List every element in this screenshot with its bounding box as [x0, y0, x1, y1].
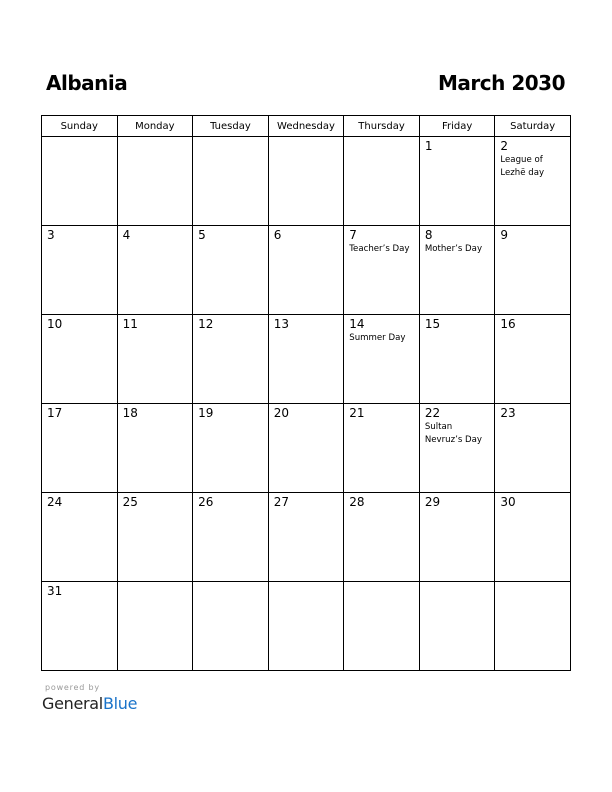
day-cell [268, 582, 344, 671]
day-cell [495, 315, 571, 404]
day-cell [344, 404, 420, 493]
day-cell [42, 493, 118, 582]
day-number: 1 [424, 139, 433, 153]
day-cell [419, 493, 495, 582]
day-cell [495, 582, 571, 671]
day-number: 19 [198, 406, 214, 420]
day-cell [268, 137, 344, 226]
brand-blue-text: Blue [102, 694, 138, 713]
day-cell [193, 226, 269, 315]
day-number: 11 [122, 317, 138, 331]
day-number: 25 [122, 495, 138, 509]
holiday-label: Summer Day [349, 333, 406, 343]
weekday-header-row [42, 116, 571, 137]
day-number: 15 [424, 317, 441, 331]
week-row [42, 404, 571, 493]
day-cell [193, 404, 269, 493]
holiday-label: Mother’s Day [424, 244, 483, 254]
powered-by-label: powered by [45, 683, 100, 692]
day-number: 7 [349, 228, 357, 242]
day-number: 2 [500, 139, 509, 153]
day-number: 6 [273, 228, 282, 242]
day-number: 20 [273, 406, 289, 420]
generalblue-logo [42, 694, 137, 713]
week-row [42, 226, 571, 315]
day-cell [268, 315, 344, 404]
day-cell [344, 137, 420, 226]
day-number: 28 [349, 495, 365, 509]
day-cell [117, 315, 193, 404]
day-cell [42, 315, 118, 404]
day-cell [419, 137, 495, 226]
day-cell [42, 582, 118, 671]
day-cell [268, 226, 344, 315]
day-cell [419, 582, 495, 671]
week-row [42, 137, 571, 226]
day-cell [268, 493, 344, 582]
day-cell [117, 137, 193, 226]
day-cell [193, 493, 269, 582]
week-row [42, 315, 571, 404]
day-cell [193, 315, 269, 404]
day-cell [117, 493, 193, 582]
week-row [42, 493, 571, 582]
day-number: 29 [424, 495, 441, 509]
day-cell [42, 137, 118, 226]
day-cell [419, 315, 495, 404]
weekday-header: Monday [117, 116, 193, 137]
holiday-label: Sultan Nevruz’s Day [424, 422, 483, 445]
day-cell [268, 404, 344, 493]
day-number: 9 [500, 228, 509, 242]
day-cell [495, 137, 571, 226]
month-title: March 2030 [438, 71, 565, 95]
day-cell [495, 493, 571, 582]
day-number: 21 [349, 406, 365, 420]
weekday-header: Wednesday [268, 116, 344, 137]
holiday-label: Teacher’s Day [349, 244, 410, 254]
day-cell [344, 315, 420, 404]
day-number: 18 [122, 406, 138, 420]
day-number: 27 [273, 495, 289, 509]
country-title: Albania [46, 71, 128, 95]
weekday-header: Sunday [42, 116, 118, 137]
day-number: 22 [424, 406, 441, 420]
day-number: 8 [424, 228, 433, 242]
day-number: 16 [500, 317, 516, 331]
weekday-header: Tuesday [193, 116, 269, 137]
day-number: 26 [198, 495, 214, 509]
day-number: 10 [47, 317, 63, 331]
day-cell [193, 582, 269, 671]
day-cell [419, 226, 495, 315]
day-number: 23 [500, 406, 516, 420]
calendar-grid [41, 115, 571, 671]
day-number: 17 [47, 406, 63, 420]
day-cell [42, 404, 118, 493]
day-cell [344, 582, 420, 671]
day-cell [344, 493, 420, 582]
day-cell [117, 226, 193, 315]
day-number: 13 [273, 317, 289, 331]
weekday-header: Saturday [495, 116, 571, 137]
day-number: 4 [122, 228, 131, 242]
day-number: 30 [500, 495, 516, 509]
day-number: 31 [47, 584, 63, 598]
day-cell [419, 404, 495, 493]
day-cell [495, 226, 571, 315]
day-cell [344, 226, 420, 315]
weekday-header: Friday [419, 116, 495, 137]
holiday-label: League of Lezhë day [500, 155, 545, 178]
week-row [42, 582, 571, 671]
day-cell [193, 137, 269, 226]
day-cell [117, 404, 193, 493]
day-number: 5 [198, 228, 206, 242]
day-number: 12 [198, 317, 214, 331]
weekday-header: Thursday [344, 116, 420, 137]
day-cell [495, 404, 571, 493]
day-number: 24 [47, 495, 63, 509]
day-cell [117, 582, 193, 671]
day-cell [42, 226, 118, 315]
day-number: 14 [349, 317, 365, 331]
day-number: 3 [47, 228, 55, 242]
brand-general-text: General [42, 694, 103, 713]
